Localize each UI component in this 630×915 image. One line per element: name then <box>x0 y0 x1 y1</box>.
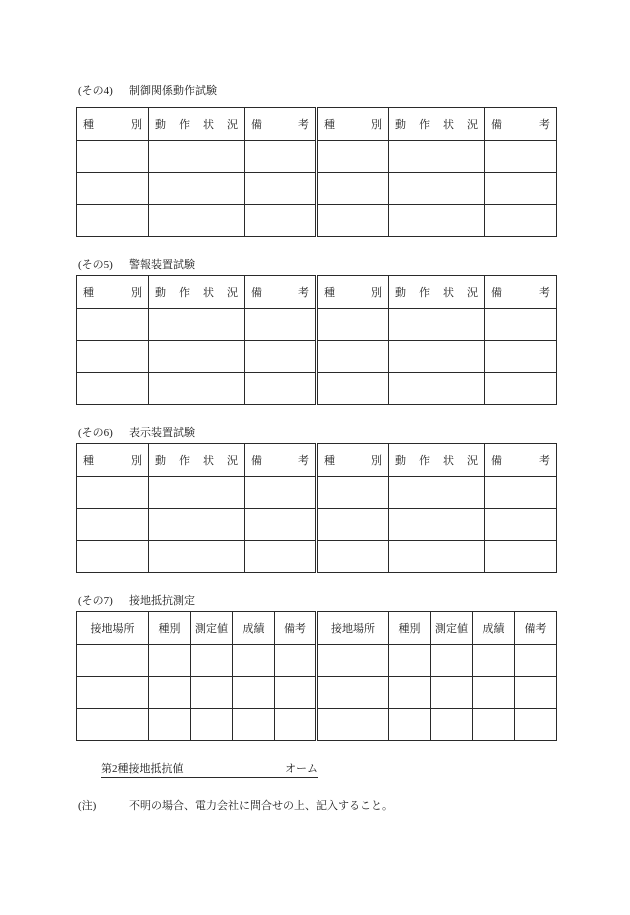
table-cell <box>245 205 317 237</box>
column-header-operation-status: 動作状況 <box>149 276 245 309</box>
table-cell <box>485 541 557 573</box>
table-row <box>77 509 557 541</box>
section-number: (その7) <box>78 595 113 607</box>
table-cell <box>275 709 317 741</box>
table-cell <box>431 709 473 741</box>
table-cell <box>149 709 191 741</box>
header-row <box>77 276 557 309</box>
section-heading-7 <box>78 594 558 608</box>
table-cell <box>149 373 245 405</box>
table-cell <box>389 373 485 405</box>
table-cell <box>389 541 485 573</box>
table-row <box>77 341 557 373</box>
table-cell <box>473 709 515 741</box>
header-row <box>77 612 557 645</box>
column-header-measured-value: 測定値 <box>431 612 473 645</box>
second-class-ground-resistance-line <box>101 762 318 778</box>
table-cell <box>275 645 317 677</box>
table-cell <box>389 141 485 173</box>
table-cell <box>473 645 515 677</box>
column-header-operation-status: 動作状況 <box>149 108 245 141</box>
table-cell <box>77 141 149 173</box>
table-cell <box>317 477 389 509</box>
table-cell <box>149 541 245 573</box>
table-cell <box>275 677 317 709</box>
column-header-kind: 種別 <box>317 444 389 477</box>
table-cell <box>389 205 485 237</box>
table-cell <box>317 341 389 373</box>
section-title: 接地抵抗測定 <box>129 595 195 607</box>
ohm-unit-label: オーム <box>285 763 318 775</box>
table-cell <box>245 141 317 173</box>
table-cell <box>191 677 233 709</box>
table-cell <box>77 205 149 237</box>
column-header-kind: 種別 <box>77 276 149 309</box>
section-title: 制御関係動作試験 <box>129 85 217 97</box>
table-cell <box>389 509 485 541</box>
footnote <box>78 799 558 813</box>
table-cell <box>317 709 389 741</box>
column-header-operation-status: 動作状況 <box>389 444 485 477</box>
column-header-result: 成績 <box>233 612 275 645</box>
table-cell <box>389 341 485 373</box>
table-cell <box>485 205 557 237</box>
table-row <box>77 141 557 173</box>
table-row <box>77 373 557 405</box>
table-cell <box>77 373 149 405</box>
table-cell <box>485 173 557 205</box>
table-cell <box>77 309 149 341</box>
table-row <box>77 205 557 237</box>
table-cell <box>233 677 275 709</box>
table-cell <box>149 645 191 677</box>
control-operation-test-table <box>76 107 557 237</box>
table-cell <box>245 309 317 341</box>
column-header-kind: 種別 <box>389 612 431 645</box>
table-cell <box>485 477 557 509</box>
table-cell <box>149 309 245 341</box>
table-cell <box>317 205 389 237</box>
column-header-remarks: 備考 <box>485 108 557 141</box>
display-device-test-table <box>76 443 557 573</box>
alarm-device-test-table <box>76 275 557 405</box>
table-cell <box>389 677 431 709</box>
column-header-kind: 種別 <box>317 108 389 141</box>
table-cell <box>485 373 557 405</box>
table-cell <box>149 341 245 373</box>
note-label: (注) <box>78 800 97 812</box>
table-cell <box>245 173 317 205</box>
table-cell <box>245 541 317 573</box>
section-number: (その5) <box>78 259 113 271</box>
table-cell <box>485 509 557 541</box>
section-heading-6 <box>78 426 558 440</box>
table-cell <box>317 173 389 205</box>
table-cell <box>245 477 317 509</box>
column-header-kind: 種別 <box>77 444 149 477</box>
table-cell <box>431 677 473 709</box>
column-header-operation-status: 動作状況 <box>149 444 245 477</box>
table-cell <box>77 709 149 741</box>
section-number: (その6) <box>78 427 113 439</box>
table-row <box>77 309 557 341</box>
section-heading-5 <box>78 258 558 272</box>
table-cell <box>431 645 473 677</box>
table-cell <box>485 141 557 173</box>
table-cell <box>389 709 431 741</box>
column-header-measured-value: 測定値 <box>191 612 233 645</box>
second-class-ground-resistance-label: 第2種接地抵抗値 <box>101 763 184 775</box>
table-cell <box>389 645 431 677</box>
column-header-operation-status: 動作状況 <box>389 276 485 309</box>
table-row <box>77 541 557 573</box>
table-cell <box>149 677 191 709</box>
column-header-remarks: 備考 <box>515 612 557 645</box>
column-header-kind: 種別 <box>317 276 389 309</box>
table-cell <box>149 477 245 509</box>
table-cell <box>317 541 389 573</box>
table-cell <box>317 645 389 677</box>
table-cell <box>515 677 557 709</box>
column-header-remarks: 備考 <box>245 276 317 309</box>
section-number: (その4) <box>78 85 113 97</box>
table-cell <box>191 645 233 677</box>
table-cell <box>485 309 557 341</box>
table-cell <box>77 541 149 573</box>
table-cell <box>77 341 149 373</box>
column-header-remarks: 備考 <box>275 612 317 645</box>
note-text: 不明の場合、電力会社に問合せの上、記入すること。 <box>129 800 393 812</box>
table-cell <box>191 709 233 741</box>
table-cell <box>473 677 515 709</box>
table-cell <box>245 509 317 541</box>
section-title: 表示装置試験 <box>129 427 195 439</box>
column-header-remarks: 備考 <box>485 276 557 309</box>
table-cell <box>149 205 245 237</box>
table-cell <box>317 309 389 341</box>
table-row <box>77 709 557 741</box>
column-header-ground-location: 接地場所 <box>77 612 149 645</box>
header-row <box>77 108 557 141</box>
table-row <box>77 477 557 509</box>
table-row <box>77 173 557 205</box>
table-cell <box>317 373 389 405</box>
table-cell <box>515 709 557 741</box>
table-cell <box>77 173 149 205</box>
table-cell <box>485 341 557 373</box>
table-cell <box>245 373 317 405</box>
column-header-kind: 種別 <box>77 108 149 141</box>
column-header-remarks: 備考 <box>245 444 317 477</box>
table-cell <box>515 645 557 677</box>
column-header-remarks: 備考 <box>245 108 317 141</box>
table-row <box>77 645 557 677</box>
table-cell <box>149 509 245 541</box>
table-cell <box>233 645 275 677</box>
section-title: 警報装置試験 <box>129 259 195 271</box>
column-header-result: 成績 <box>473 612 515 645</box>
table-row <box>77 677 557 709</box>
column-header-kind: 種別 <box>149 612 191 645</box>
table-cell <box>77 677 149 709</box>
table-cell <box>245 341 317 373</box>
table-cell <box>389 173 485 205</box>
table-cell <box>149 141 245 173</box>
section-heading-4 <box>78 84 558 98</box>
table-cell <box>317 677 389 709</box>
table-cell <box>77 645 149 677</box>
table-cell <box>389 477 485 509</box>
table-cell <box>77 509 149 541</box>
table-cell <box>149 173 245 205</box>
table-cell <box>317 141 389 173</box>
header-row <box>77 444 557 477</box>
column-header-ground-location: 接地場所 <box>317 612 389 645</box>
table-cell <box>77 477 149 509</box>
ground-resistance-table <box>76 611 557 741</box>
column-header-remarks: 備考 <box>485 444 557 477</box>
column-header-operation-status: 動作状況 <box>389 108 485 141</box>
table-cell <box>389 309 485 341</box>
table-cell <box>233 709 275 741</box>
table-cell <box>317 509 389 541</box>
